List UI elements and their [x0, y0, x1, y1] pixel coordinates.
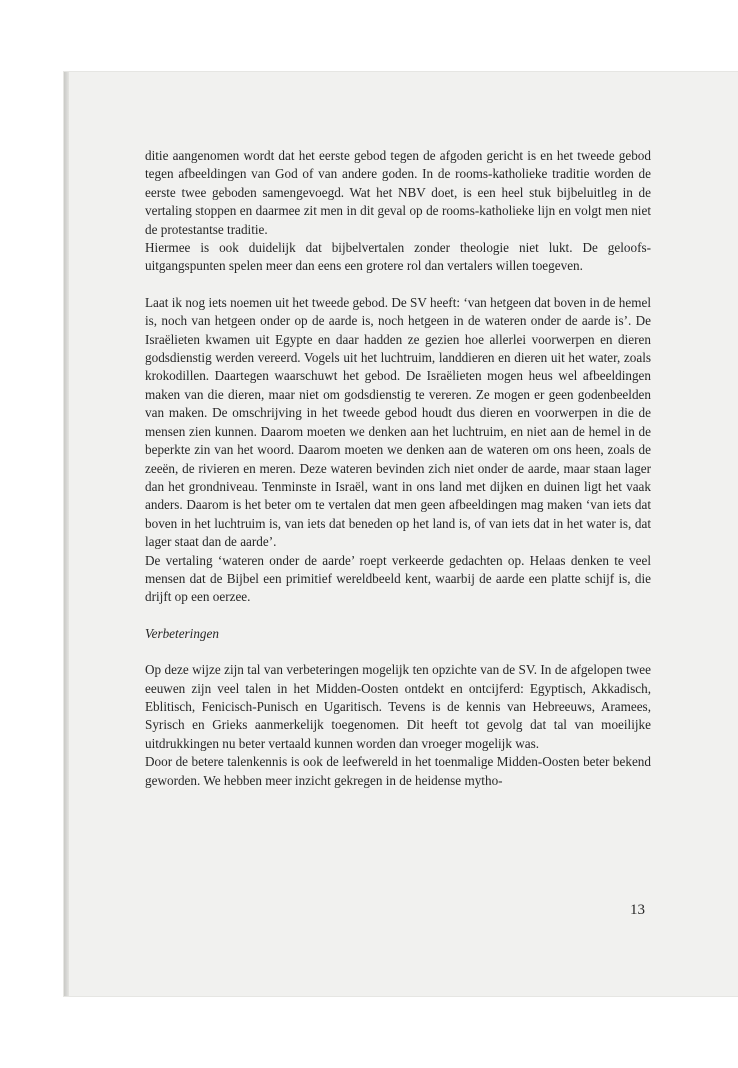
paragraph-ten-commandments-traditions: ditie aangenomen wordt dat het eerste gebod tegen de afgoden gericht is en het tweede gebod tegen afbeeldingen van God of van andere goden. In de rooms-katholieke traditie worden de eerste twee geboden samengevoegd. Wat het NBV doet, is een heel stuk bijbeluitleg in de vertaling stoppen en daarmee zit men in dit geval op de rooms-katholieke lijn en volgt men niet de protestantse traditie. — [145, 148, 651, 237]
section-heading-verbeteringen: Verbeteringen — [145, 625, 219, 641]
page-body-text — [145, 147, 651, 790]
paragraph-better-language-knowledge: Door de betere talenkennis is ook de leefwereld in het toenmalige Midden-Oosten beter bekend geworden. We hebben meer inzicht gekregen in de heidense mytho- — [145, 754, 651, 788]
paragraph-improvements-languages: Op deze wijze zijn tal van verbeteringen mogelijk ten opzichte van de SV. In de afgelopen twee eeuwen zijn veel talen in het Midden-Oosten ontdekt en ontcijferd: Egyptisch, Akkadisch, Eblitisch, Fenicisch-Punisch en Ugaritisch. Tevens is de kennis van Hebreeuws, Aramees, Syrisch en Grieks aanmerkelijk toegenomen. Dit heeft tot gevolg dat tal van moeilijke uitdrukkingen nu beter vertaald kunnen worden dan vroeger mogelijk was. — [145, 662, 651, 751]
paragraph-waters-under-earth: De vertaling ‘wateren onder de aarde’ roept verkeerde gedachten op. Helaas denken te veel mensen dat de Bijbel een primitief wereldbeeld kent, waarbij de aarde een platte schijf is, die drijft op een oerzee. — [145, 552, 651, 605]
page-binding-edge — [64, 72, 69, 996]
paragraph-theology-in-translation: Hiermee is ook duidelijk dat bijbelvertalen zonder theologie niet lukt. De geloofs-uitgangspunten spelen meer dan eens een grotere rol dan vertalers willen toegeven. — [145, 240, 651, 274]
page-number: 13 — [630, 902, 645, 918]
paragraph-second-commandment: Laat ik nog iets noemen uit het tweede gebod. De SV heeft: ‘van hetgeen dat boven in de hemel is, noch van hetgeen onder op de aarde is, noch hetgeen in de wateren onder de aarde is’. De Israëlieten kwamen uit Egypte en daar hadden ze gezien hoe allerlei voorwerpen en dieren godsdienstig werden vereerd. Vogels uit het luchtruim, landdieren en dieren uit het water, zoals krokodillen. Daartegen waarschuwt het gebod. De Israëlieten mogen heus wel afbeeldingen maken van die dieren, maar niet om godsdienstig te vereren. Ze mogen er geen godenbeelden van maken. De omschrijving in het tweede gebod houdt dus dieren en voorwerpen in die de mensen zien kunnen. Daarom moeten we denken aan het luchtruim, en niet aan de hemel in de beperkte zin van het woord. Daarom moeten we denken aan de wateren om ons heen, zoals de zeeën, de rivieren en meren. Deze wateren bevinden zich niet onder de aarde, maar staan lager dan het grondniveau. Tenminste in Israël, want in ons land met dijken en duinen ligt het vaak anders. Daarom is het beter om te vertalen dat men geen afbeeldingen mag maken ‘van iets dat boven in het luchtruim is, van iets dat beneden op het land is, of van iets dat in het water is, dat lager staat dan de aarde’. — [145, 294, 651, 550]
